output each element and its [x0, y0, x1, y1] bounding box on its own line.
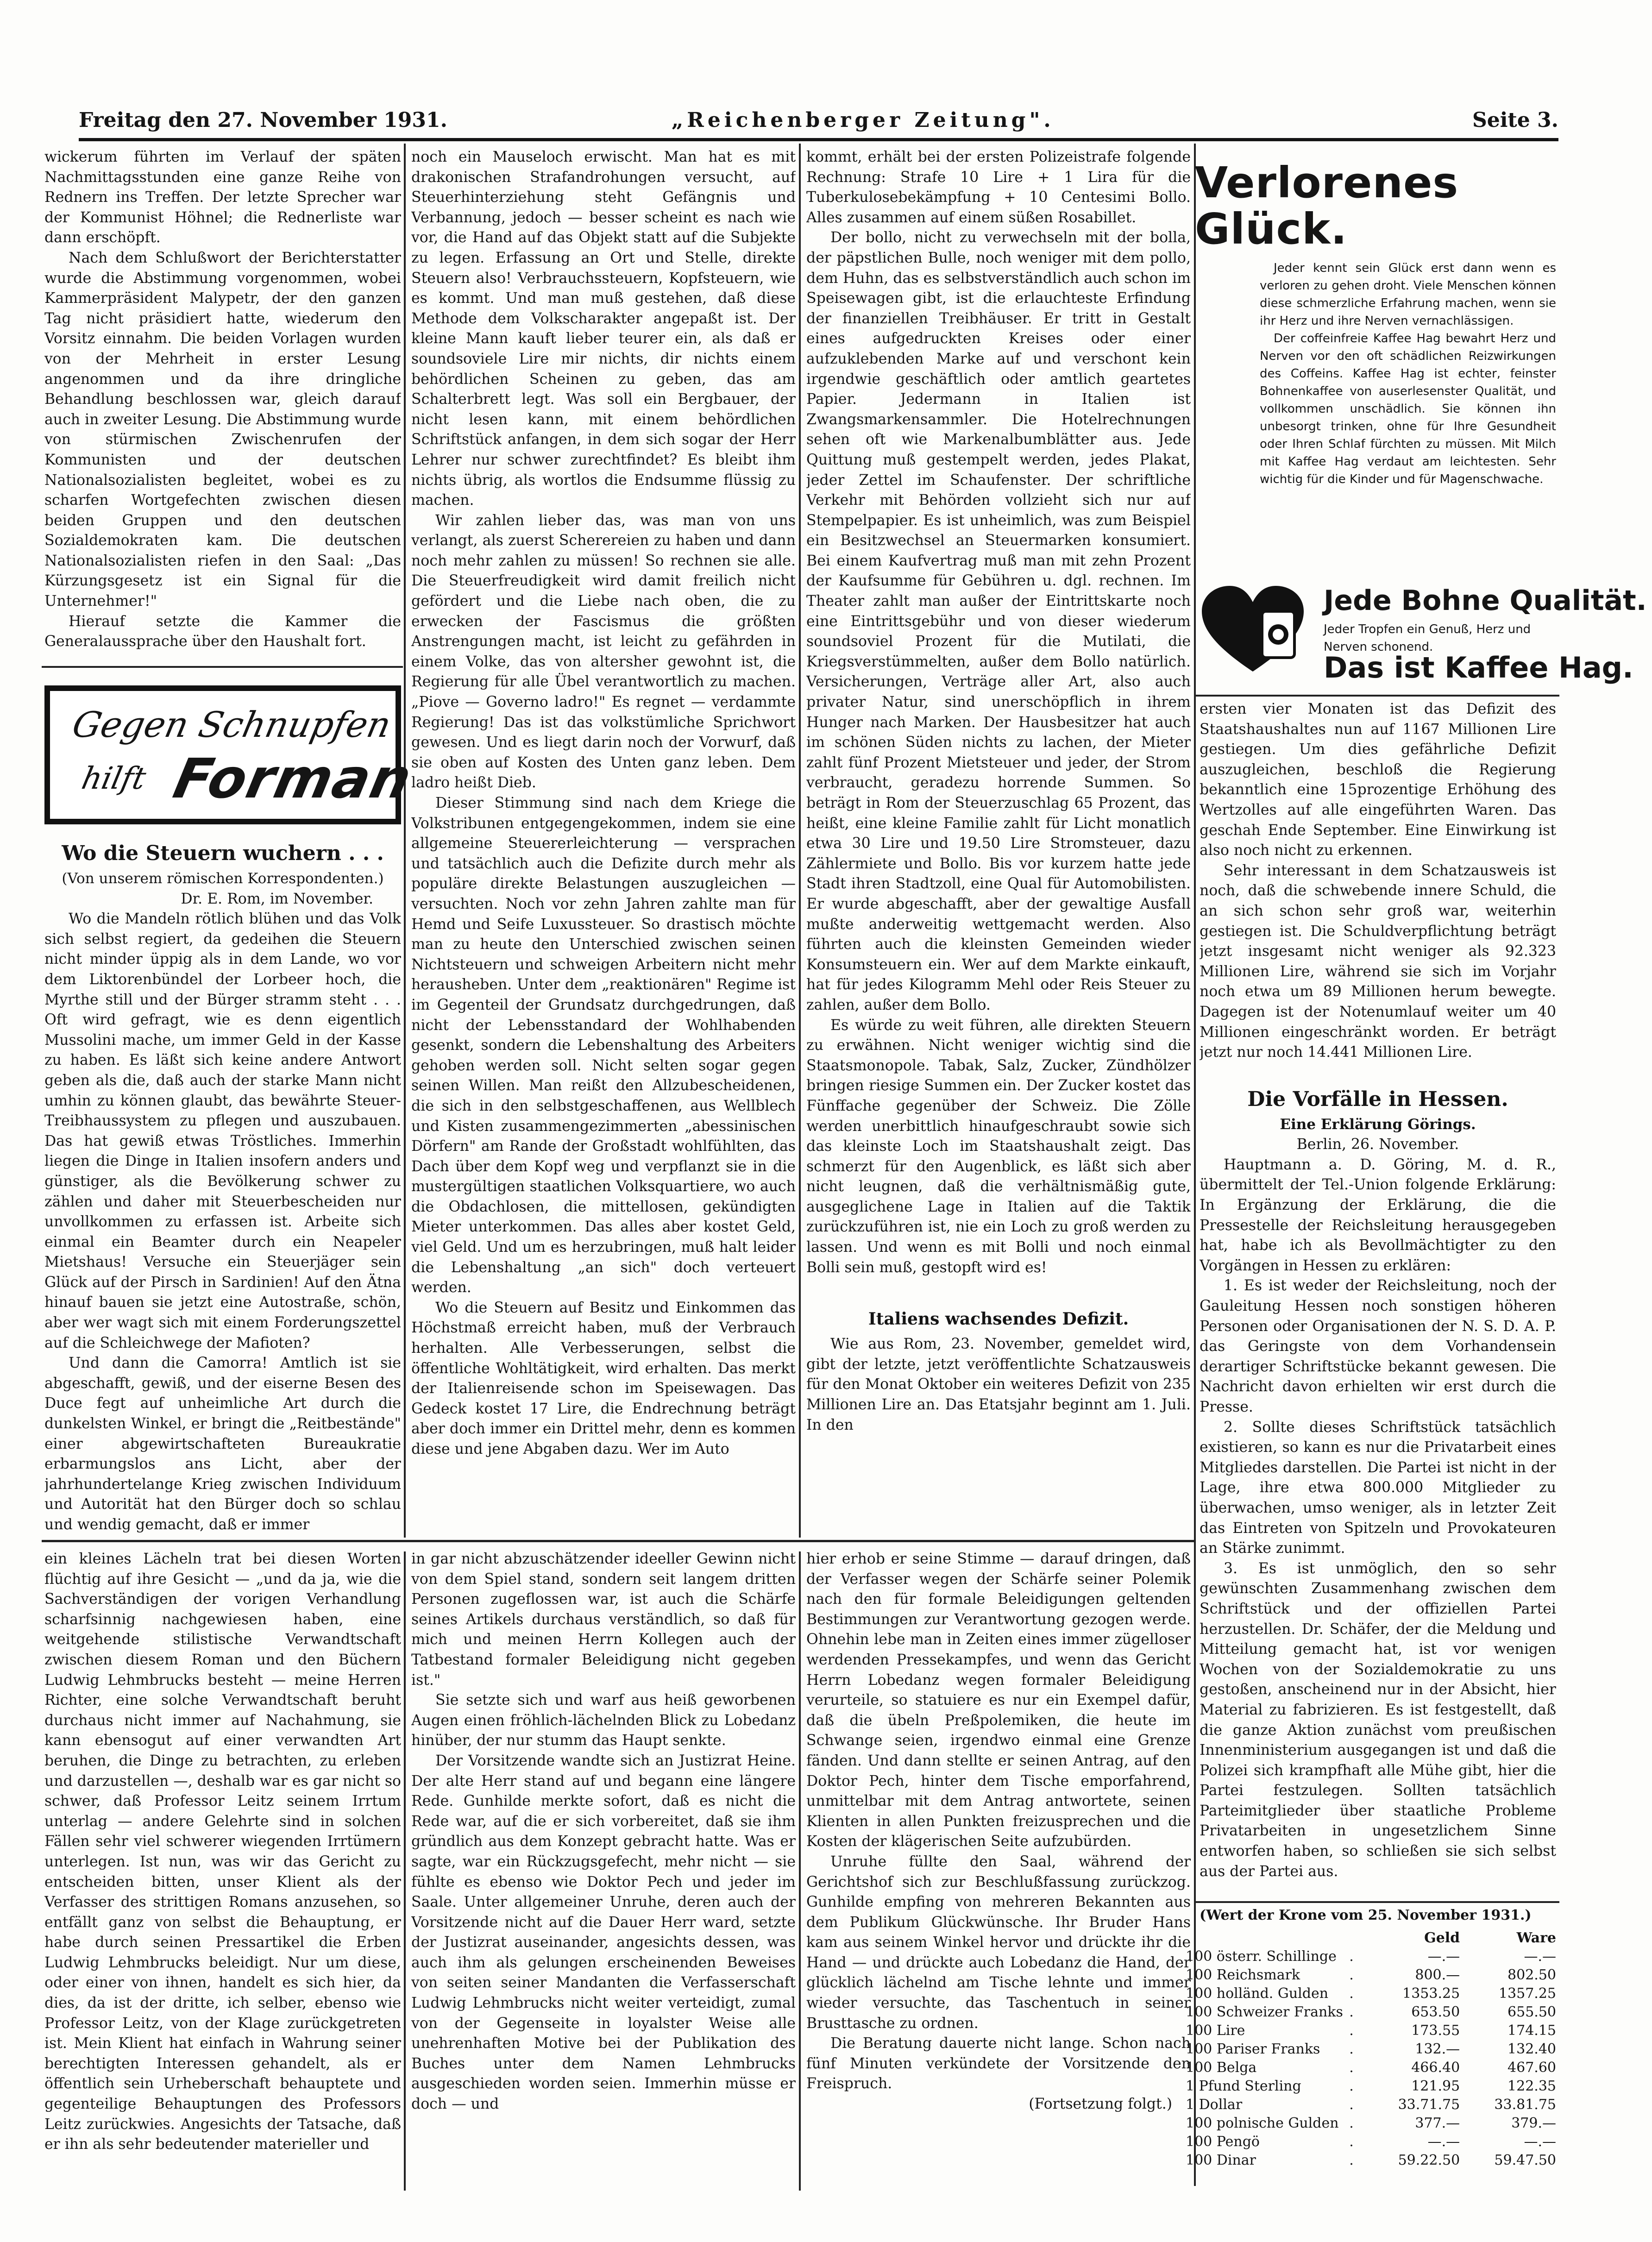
col-ware: Ware: [1516, 1930, 1556, 1946]
header-paper-name: „Reichenberger Zeitung".: [672, 108, 1055, 132]
forman-ad-line1: Gegen Schnupfen: [69, 704, 395, 745]
novel-col1: [44, 1549, 401, 2193]
table-row: 100 Belga . 466.40 467.60: [1186, 2059, 1556, 2077]
header-date: Freitag den 27. November 1931.: [79, 108, 447, 132]
ware-value: 655.50: [1508, 2004, 1556, 2020]
ware-value: 379.—: [1511, 2115, 1556, 2131]
paragraph: Sehr interessant in dem Schatzausweis ist noch, daß die schwebende innere Schuld, die an sich schon sehr groß war, weiterhin gestiegen ist. Die Schuldverpflichtung beträgt jetzt insgesamt nicht weniger als 92.323 Millionen Lire, während sie sich im Vorjahr noch etwa um 89 Millionen herum bewegte. Dagegen ist der Notenumlauf weiter um 40 Millionen eingeschränkt worden. Er beträgt jetzt nur noch 14.441 Millionen Lire.: [1200, 862, 1556, 1061]
ad-tagline-brand: Das ist Kaffee Hag.: [1324, 651, 1633, 685]
currency-label: 100 polnische Gulden: [1186, 2115, 1339, 2131]
paragraph: ein kleines Lächeln trat bei diesen Worten flüchtig auf ihre Gesicht — „und da ja, wie die Sachverständigen der vorigen Verhandlung scharfsinnig nachgewiesen haben, eine weitgehende stilistische Verwandtschaft zwischen diesem Roman und den Büchern Ludwig Lehmbrucks besteht — meine Herren Richter, eine solche Verwandtschaft beruht durchaus nicht immer auf Nachahmung, sie kann ebensogut auf einer verwandten Art beruhen, die Dinge zu betrachten, zu erleben und darzustellen —, deshalb war es gar nicht so schwer, daß Professor Leitz seinem Irrtum unterlag — andere Gelehrte sind in solchen Fällen sehr viel schwerer wiegenden Irrtümern unterlegen. Ist nun, was wir das Gericht zu entscheiden bitten, unser Klient als der Verfasser des strittigen Romans anzusehen, so entfällt ganz von selbst die Behauptung, er habe durch seinen Pressartikel die Erben Ludwig Lehmbrucks beleidigt. Nur um diese, oder einer von ihnen, handelt es sich hier, da dies, da ist der dritte, ich selber, ebenso wie Professor Leitz, von der Klage zurückgetreten ist. Mein Klient hat einfach in Wahrung seiner berechtigten Interessen gehandelt, als er öffentlich sein Urheberschaft behauptete und gegenteilige Behauptungen des Professors Leitz zurückwies. Angesichts der Tatsache, daß er ihn als sehr bedeutender materieller und: [44, 1551, 401, 2153]
column-rule: [799, 1551, 801, 2191]
ware-value: 802.50: [1508, 1967, 1556, 1983]
geld-value: 121.95: [1411, 2078, 1460, 2094]
ad-tagline-quality: Jede Bohne Qualität.: [1324, 584, 1647, 617]
paragraph: Nach dem Schlußwort der Berichterstatter wurde die Abstimmung vorgenommen, wobei Kammerpräsident Malypetr, der den ganzen Tag nicht präsidiert hatte, wiederum den Vorsitz einnahm. Die beiden Vorlagen wurden von der Mehrheit in erster Lesung angenommen und da ihre dringliche Behandlung beschlossen war, gleich darauf auch in zweiter Lesung. Die Abstimmung wurde von stürmischen Zwischenrufen der Kommunisten und der deutschen Nationalsozialisten begleitet, wobei es zu scharfen Wortgefechten zwischen diesen beiden Gruppen und den deutschen Sozialdemokraten kam. Die deutschen Nationalsozialisten riefen in den Saal: „Das Kürzungsgesetz ist ein Signal für die Unternehmer!": [44, 249, 401, 610]
geld-value: 59.22.50: [1398, 2152, 1460, 2168]
currency-label: 100 Schweizer Franks: [1186, 2004, 1343, 2020]
geld-value: —.—: [1427, 2134, 1460, 2150]
geld-value: 1353.25: [1402, 1985, 1460, 2002]
paragraph: ersten vier Monaten ist das Defizit des Staatshaushaltes nun auf 1167 Millionen Lire gestiegen. Um dies gefährliche Defizit auszugleichen, beschloß die Regierung bekanntlich eine 15prozentige Erhöhung des Wertzolles auf alle eingeführten Waren. Das geschah Ende September. Eine Einwirkung ist also noch nicht zu erkennen.: [1200, 701, 1556, 859]
column-rule: [1194, 144, 1196, 2186]
table-row: 100 Reichsmark . 800.— 802.50: [1186, 1966, 1556, 1985]
paragraph: noch ein Mauseloch erwischt. Man hat es mit drakonischen Strafandrohungen versucht, auf Steuerhinterziehung steht Gefängnis und Verbannung, jedoch — besser scheint es nach wie vor, die Hand auf das Objekt statt auf die Subjekte zu legen. Erfassung an Ort und Stelle, direkte Steuern also! Verbrauchssteuern, Kopfsteuern, wie es kommt. Und man muß gestehen, daß diese Methode dem Volkscharakter angepaßt ist. Der kleine Mann kauft lieber teurer ein, als daß er soundsoviele Lire mir nichts, dir nichts einem behördlichen Scheinen zu geben, das am Schalterbrett legt. Was soll ein Bergbauer, der nicht lesen kann, mit einem behördlichen Schriftstück anfangen, in dem sich sogar der Herr Lehrer nur schwer zurechtfindet? Es bleibt ihm nichts übrig, als wortlos die Endsumme flüssig zu machen.: [411, 149, 796, 509]
column-rule: [799, 144, 801, 1538]
table-row: 1 Pfund Sterling . 121.95 122.35: [1186, 2077, 1556, 2096]
ad-title-line2: Glück.: [1195, 204, 1348, 254]
article-title: Wo die Steuern wuchern . . .: [62, 842, 384, 865]
novel-col3: [806, 1549, 1191, 2193]
ware-value: 122.35: [1508, 2078, 1556, 2094]
geld-value: 173.55: [1411, 2022, 1460, 2039]
article-steuern-col2: [411, 147, 796, 1537]
article-steuern-col3: [806, 147, 1191, 1537]
table-row: 100 österr. Schillinge . —.— —.—: [1186, 1947, 1556, 1966]
ware-value: 132.40: [1508, 2041, 1556, 2057]
section-rule: [1196, 1901, 1559, 1903]
ware-value: —.—: [1524, 1948, 1556, 1965]
page-header: [79, 106, 1558, 141]
article-hessen-title: Die Vorfälle in Hessen.: [1247, 1087, 1508, 1111]
currency-label: 100 Reichsmark: [1186, 1967, 1300, 1983]
heart-logo-icon: [1200, 584, 1306, 676]
table-row: 1 Dollar . 33.71.75 33.81.75: [1186, 2096, 1556, 2114]
currency-label: 100 österr. Schillinge: [1186, 1948, 1337, 1965]
article-steuern-col1: [44, 834, 401, 1538]
ware-value: —.—: [1524, 2134, 1556, 2150]
currency-label: 1 Pfund Sterling: [1186, 2078, 1301, 2094]
currency-label: 100 Belga: [1186, 2060, 1257, 2076]
currency-label: 100 Pengö: [1186, 2134, 1260, 2150]
paragraph: Und dann die Camorra! Amtlich ist sie abgeschafft, gewiß, und der eiserne Besen des Duce fegt auf unheimliche Art durch die dunkelsten Winkel, er bringt die „Reitbestände" einer abgewirtschafteten Bureaukratie erbarmungslos ans Licht, aber der jahrhundertelange Krieg zwischen Individuum und Autorität hat den Bürger doch so schlau und wendig gemacht, daß er immer: [44, 1355, 401, 1533]
paragraph: Die Beratung dauerte nicht lange. Schon nach fünf Minuten verkündete der Vorsitzende den Freispruch.: [806, 2035, 1191, 2092]
currency-label: 1 Dollar: [1186, 2097, 1243, 2113]
paragraph: Wir zahlen lieber das, was man von uns verlangt, als zuerst Scherereien zu haben und dann noch mehr zahlen zu müssen! So rechnen sie alle. Die Steuerfreudigkeit wird damit freilich nicht gefördert und die Liebe nach oben, die zu erwecken der Fascismus die größten Anstrengungen macht, ist leicht zu gefährden in einem Volke, das von altersher gewohnt ist, die Regierung für alle Übel verantwortlich zu machen. „Piove — Governo ladro!" Es regnet — verdammte Regierung! Das ist das volkstümliche Sprichwort gewesen. Und es liegt darin noch der Vorwurf, daß sie oben auf Kosten des Unten ganz leben. Dem ladro heißt Dieb.: [411, 512, 796, 791]
currency-label: 100 Dinar: [1186, 2152, 1256, 2168]
table-row: 100 holländ. Gulden . 1353.25 1357.25: [1186, 1985, 1556, 2003]
paragraph: wickerum führten im Verlauf der späten Nachmittagsstunden eine ganze Reihe von Rednern ins Treffen. Der letzte Sprecher war der Kommunist Höhnel; die Rednerliste war dann erschöpft.: [44, 149, 401, 246]
article-defizit-title: Italiens wachsendes Defizit.: [868, 1309, 1129, 1329]
ad-paragraph: Jeder kennt sein Glück erst dann wenn es verloren zu gehen droht. Viele Menschen können diese schmerzliche Erfahrung machen, wenn sie ihr Herz und ihre Nerven vernachlässigen.: [1260, 261, 1556, 328]
geld-value: 377.—: [1415, 2115, 1460, 2131]
currency-label: 100 holländ. Gulden: [1186, 1985, 1329, 2002]
article-hessen-subtitle: Eine Erklärung Görings.: [1280, 1116, 1476, 1133]
paragraph: Wo die Mandeln rötlich blühen und das Volk sich selbst regiert, da gedeihen die Steuern nicht minder üppig als in dem Lande, wo vor dem Liktorenbündel der Lorbeer hoch, die Myrthe still und der Bürger stramm steht . . . Oft wird gefragt, wie es denn eigentlich Mussolini mache, um immer Geld in der Kasse zu haben. Es läßt sich keine andere Antwort geben als die, daß auch der starke Mann nicht umhin zu können glaubt, das bewährte Steuer-Treibhaussystem zu pflegen und auszubauen. Das hat gewiß etwas Tröstliches. Immerhin liegen die Dinge in Italien insofern anders und günstiger, als die Bevölkerung schwer zu zählen und daher mit Steuerbescheiden nur unvollkommen zu erfassen ist. Arbeite sich einmal ein Beamter durch ein Neapeler Mietshaus! Versuche ein Steuerjäger sein Glück auf der Pirsch in Sardinien! Auf den Ätna hinauf bauen sie jetzt eine Autostraße, schön, aber wer wagt sich mit einem Forderungszettel auf die Schleichwege der Mafioten?: [44, 911, 401, 1351]
paragraph: Der bollo, nicht zu verwechseln mit der bolla, der päpstlichen Bulle, noch weniger mit dem pollo, dem Huhn, das es selbstverständlich auch schon im Speisewagen gibt, ist die erlauchteste Erfindung der finanziellen Treibhäuser. Er tritt in Gestalt eines aufgedruckten Kreises oder einer aufzuklebenden Marke auf und verschont kein irgendwie geschäftlich oder amtlich geartetes Papier. Jedermann in Italien ist Zwangsmarkensammler. Die Hotelrechnungen sehen oft wie Markenalbumblätter aus. Jede Quittung muß gestempelt werden, jedes Plakat, jeder Zettel im Schaufenster. Der schriftliche Verkehr mit Behörden vollzieht sich nur auf Stempelpapier. Es ist unheimlich, was zum Beispiel ein Besitzwechsel an Steuermarken konsumiert. Bei einem Kaufvertrag muß man mit zehn Prozent der Kaufsumme für Gebühren u. dgl. rechnen. Im Theater zahlt man außer der Eintrittskarte noch eine Eintrittsgebühr und von dieser wiederum soundsoviel Prozent für die Mutilati, die Kriegsverstümmelten, außer dem Bollo natürlich. Versicherungen, Verträge aller Art, also auch privater Natur, sind unerschöpflich in ihrem Hunger nach Marken. Der Hausbesitzer hat auch im schönen Süden nichts zu lachen, der Mieter zahlt fünf Prozent Mietsteuer und jeder, der Strom verbraucht, geradezu horrende Summen. So beträgt in Rom der Steuerzuschlag 65 Prozent, das heißt, eine kleine Familie zahlt für Licht monatlich etwa 30 Lire und 19.50 Lire Stromsteuer, dazu Zählermiete und Bollo. Bis vor kurzem hatte jede Stadt ihren Stadtzoll, eine Qual für Automobilisten. Er wurde abgeschafft, aber der gewaltige Ausfall mußte anderweitig wettgemacht werden. Also führten auch die kleinsten Gemeinden wieder Konsumsteuern ein. Wer auf dem Markte einkauft, hat für jedes Kilogramm Mehl oder Reis Steuer zu zahlen, außer dem Bollo.: [806, 229, 1191, 1013]
paragraph: 3. Es ist unmöglich, den so sehr gewünschten Zusammenhang zwischen dem Schriftstück und der offiziellen Partei herzustellen. Dr. Schäfer, der die Meldung und Mitteilung gemacht hat, ist vor wenigen Wochen von der Sozialdemokratie zu uns gestoßen, anscheinend nur in der Absicht, hier Material zu fabrizieren. Es ist festgestellt, daß die ganze Aktion zunächst vom preußischen Innenministerium ausgegangen ist und daß die Polizei sich krampfhaft alle Mühe gibt, hier die Partei festzulegen. Sollten tatsächlich Parteimitglieder über staatliche Probleme Privatarbeiten in ungesetzlichem Sinne entworfen haben, so schließen sie sich selbst aus der Partei aus.: [1200, 1560, 1556, 1880]
article-hessen-dateline: Berlin, 26. November.: [1296, 1136, 1459, 1153]
paragraph: Dieser Stimmung sind nach dem Kriege die Volkstribunen entgegengekommen, indem sie eine allgemeine Steuererleichterung — versprachen und tatsächlich auch die Defizite durch mehr als populäre direkte Belastungen auszugleichen — versuchten. Noch vor zehn Jahren zahlte man für Hemd und Seife Luxussteuer. So drastisch möchte man zu heute den Unterschied zwischen seinen Nichtsteuern und schweigen Arbeitern nicht mehr herausheben. Unter dem „reaktionären" Regime ist im Gegenteil der Grundsatz durchgedrungen, daß nicht der Lebensstandard der Wohlhabenden gesenkt, sondern die Lebenshaltung des Arbeiters gehoben werden soll. Nicht selten sogar gegen seinen Willen. Man reißt den Allzubescheidenen, die sich in den selbstgeschaffenen, aus Wellblech und Kisten zusammengezimmerten „abessinischen Dörfern" am Rande der Großstadt wohlfühlten, das Dach über dem Kopf weg und verpflanzt sie in die mustergültigen staatlichen Volksquartiere, wo auch die Obdachlosen, die mittellosen, gekündigten Mieter unterkommen. Das alles aber kostet Geld, viel Geld. Und um es herzubringen, muß halt leider die Lebenshaltung „an sich" doch verteuert werden.: [411, 795, 796, 1296]
exchange-title: (Wert der Krone vom 25. November 1931.): [1200, 1907, 1532, 1923]
geld-value: 800.—: [1415, 1967, 1460, 1983]
ad-paragraph: Der coffeinfreie Kaffee Hag bewahrt Herz und Nerven vor den oft schädlichen Reizwirkungen des Coffeins. Kaffee Hag ist echter, feinster Bohnenkaffee von auserlesenster Qualität, und vollkommen unschädlich. Sie können ihn unbesorgt trinken, ohne für Ihre Gesundheit oder Ihren Schlaf fürchten zu müssen. Mit Milch mit Kaffee Hag verdaut am leichtesten. Sehr wichtig für die Kinder und für Magenschwache.: [1260, 332, 1556, 486]
article-byline: Dr. E. Rom, im November.: [181, 890, 373, 907]
geld-value: 33.71.75: [1398, 2097, 1460, 2113]
table-row: 100 Pariser Franks . 132.— 132.40: [1186, 2040, 1556, 2059]
section-rule: [42, 666, 403, 668]
paragraph: hier erhob er seine Stimme — darauf dringen, daß der Verfasser wegen der Schärfe seiner Polemik nach den für formale Beleidigungen geltenden Bestimmungen zur Verantwortung gezogen werde. Ohnehin lebe man in Zeiten eines immer zügelloser werdenden Pressekampfes, und wenn das Gericht Herrn Lobedanz wegen formaler Beleidigung verurteile, so statuiere es nur ein Exempel dafür, daß die übeln Preßpolemiken, die heute im Schwange seien, irgendwo einmal eine Grenze fänden. Und dann stellte er seinen Antrag, auf den Doktor Pech, hinter dem Tische emporfahrend, unmittelbar mit dem Antrag antwortete, seinen Klienten in allen Punkten freizusprechen und die Kosten der klägerischen Seite aufzubürden.: [806, 1551, 1191, 1850]
ware-value: 467.60: [1508, 2060, 1556, 2076]
header-page-number: Seite 3.: [1472, 108, 1558, 132]
ware-value: 174.15: [1508, 2022, 1556, 2039]
geld-value: 132.—: [1415, 2041, 1460, 2057]
forman-advertisement: [44, 685, 418, 824]
forman-ad-brand: Forman: [168, 747, 418, 810]
table-row: 100 Lire . 173.55 174.15: [1186, 2022, 1556, 2040]
table-row: 100 Dinar . 59.22.50 59.47.50: [1186, 2151, 1556, 2170]
fortsetzung-note: (Fortsetzung folgt.): [1029, 2096, 1172, 2113]
geld-value: —.—: [1427, 1948, 1460, 1965]
column-rule: [404, 144, 406, 1538]
geld-value: 466.40: [1411, 2060, 1460, 2076]
ad-title-line1: Verlorenes: [1195, 158, 1459, 207]
paragraph: Unruhe füllte den Saal, während der Gerichtshof sich zur Beschlußfassung zurückzog. Gunhilde empfing von mehreren Bekannten aus dem Publikum Glückwünsche. Ihr Bruder Hans kam aus seinem Winkel hervor und drückte ihr die Hand — und drückte auch Lobedanz die Hand, der glücklich lächelnd am Tische lehnte und immer wieder versuchte, das Taschentuch in seiner Brusttasche zu ordnen.: [806, 1853, 1191, 2032]
section-rule: [1196, 695, 1559, 697]
ad-tagline-sub: Jeder Tropfen ein Genuß, Herz und Nerven schonend.: [1324, 622, 1531, 654]
paragraph: Hierauf setzte die Kammer die Generalaussprache über den Haushalt fort.: [44, 613, 401, 650]
paragraph: kommt, erhält bei der ersten Polizeistrafe folgende Rechnung: Strafe 10 Lire + 1 Lira für die Tuberkulosebekämpfung + 10 Centesimi Bollo. Alles zusammen auf einem süßen Rosabillet.: [806, 149, 1191, 226]
novel-col2: [411, 1549, 796, 2193]
paragraph: 1. Es ist weder der Reichsleitung, noch der Gauleitung Hessen noch sonstigen höheren Personen oder Organisationen der N. S. D. A. P. das Geringste von dem Vorhandensein derartiger Schriftstücke bekannt gewesen. Die Nachricht davon erhielten wir erst durch die Presse.: [1200, 1277, 1556, 1415]
column-1-top: [44, 147, 401, 661]
paragraph: Der Vorsitzende wandte sich an Justizrat Heine. Der alte Herr stand auf und begann eine längere Rede. Gunhilde merkte sofort, daß es nicht die Rede war, auf die er sich vorbereitet, daß sie ihm gründlich aus dem Konzept gebracht hatte. Was er sagte, war ein Rückzugsgefecht, mehr nicht — sie fühlte es ebenso wie Doktor Pech und jeder im Saale. Unter allgemeiner Unruhe, deren auch der Vorsitzende nicht auf die Dauer Herr ward, setzte der Justizrat auseinander, angesichts dessen, was auch ihm als gelungen erscheinenden Beweises von seiten seiner Mandanten die Verfasserschaft Ludwig Lehmbrucks nicht weiter verteidigt, zumal von der Gegenseite in loyalster Weise alle unehrenhaften Motive bei der Publikation des Buches unter dem Namen Lehmbrucks ausgeschieden worden seien. Immerhin müsse er doch — und: [411, 1752, 796, 2113]
kaffee-hag-ad-title: [1195, 160, 1458, 252]
col-geld: Geld: [1424, 1930, 1460, 1946]
column-rule: [404, 1551, 406, 2191]
geld-value: 653.50: [1411, 2004, 1460, 2020]
article-source: (Von unserem römischen Korrespondenten.): [62, 870, 384, 887]
table-row: 100 polnische Gulden . 377.— 379.—: [1186, 2114, 1556, 2133]
paragraph: Sie setzte sich und warf aus heiß geworbenen Augen einen fröhlich-lächelnden Blick zu Lobedanz hinüber, der nur stumm das Haupt senkte.: [411, 1692, 796, 1749]
section-rule: [42, 1540, 1194, 1542]
paragraph: Es würde zu weit führen, alle direkten Steuern zu erwähnen. Nicht weniger wichtig sind die Staatsmonopole. Tabak, Salz, Zucker, Zündhölzer bringen riesige Summen ein. Der Zucker kostet das Fünffache gegenüber der Schweiz. Die Zölle werden unerbittlich hinaufgeschraubt sowie sich das kleinste Loch im Staatshaushalt zeigt. Das schmerzt für den Augenblick, es läßt sich aber nicht leugnen, daß die verhältnismäßig gute, ausgeglichene Lage in Italien auf die Taktik zurückzuführen ist, nie ein Loch zu groß werden zu lassen. Und wenn es mit Bolli und noch einmal Bolli sein muß, gestopft wird es!: [806, 1017, 1191, 1276]
paragraph: Wie aus Rom, 23. November, gemeldet wird, gibt der letzte, jetzt veröffentlichte Schatzausweis für den Monat Oktober ein weiteres Defizit von 235 Millionen Lire an. Das Etatsjahr beginnt am 1. Juli. In den: [806, 1336, 1191, 1433]
ware-value: 59.47.50: [1494, 2152, 1556, 2168]
table-header-row: [1186, 1929, 1556, 1947]
paragraph: in gar nicht abzuschätzender ideeller Gewinn nicht von dem Spiel stand, sondern seit langem dritten Personen zugeflossen war, ist auch die Schärfe seines Artikels durchaus verständlich, so daß für mich und meinen Herrn Kollegen auch der Tatbestand formaler Beleidigung nicht gegeben ist.": [411, 1551, 796, 1689]
kaffee-hag-ad-body: [1260, 259, 1556, 488]
column-4: [1200, 699, 1556, 1899]
paragraph: Wo die Steuern auf Besitz und Einkommen das Höchstmaß erreicht haben, muß der Verbrauch herhalten. Alle Verbesserungen, selbst die öffentliche Wohltätigkeit, wird erhalten. Das merkt der Italienreisende schon im Speisewagen. Das Gedeck kostet 17 Lire, die Endrechnung beträgt aber doch immer ein Drittel mehr, denn es kommen diese und jene Abgaben dazu. Wer im Auto: [411, 1299, 796, 1457]
paragraph: 2. Sollte dieses Schriftstück tatsächlich existieren, so kann es nur die Privatarbeit eines Mitgliedes darstellen. Die Partei ist nicht in der Lage, ihre etwa 800.000 Mitglieder zu überwachen, umso weniger, als in letzter Zeit das Eintreten von Spitzeln und Provokateuren an Stärke zunimmt.: [1200, 1419, 1556, 1557]
exchange-table: [1186, 1929, 1556, 2170]
currency-label: 100 Pariser Franks: [1186, 2041, 1320, 2057]
paragraph: Hauptmann a. D. Göring, M. d. R., übermittelt der Tel.-Union folgende Erklärung: In Ergänzung der Erklärung, die die Pressestelle der Reichsleitung herausgegeben hat, habe ich als Bevollmächtigter zu den Vorgängen in Hessen zu erklären:: [1200, 1156, 1556, 1274]
currency-label: 100 Lire: [1186, 2022, 1245, 2039]
table-row: 100 Pengö . —.— —.—: [1186, 2133, 1556, 2151]
forman-ad-line2: hilft: [78, 760, 149, 796]
ware-value: 33.81.75: [1494, 2097, 1556, 2113]
ware-value: 1357.25: [1498, 1985, 1556, 2002]
table-row: 100 Schweizer Franks . 653.50 655.50: [1186, 2003, 1556, 2022]
